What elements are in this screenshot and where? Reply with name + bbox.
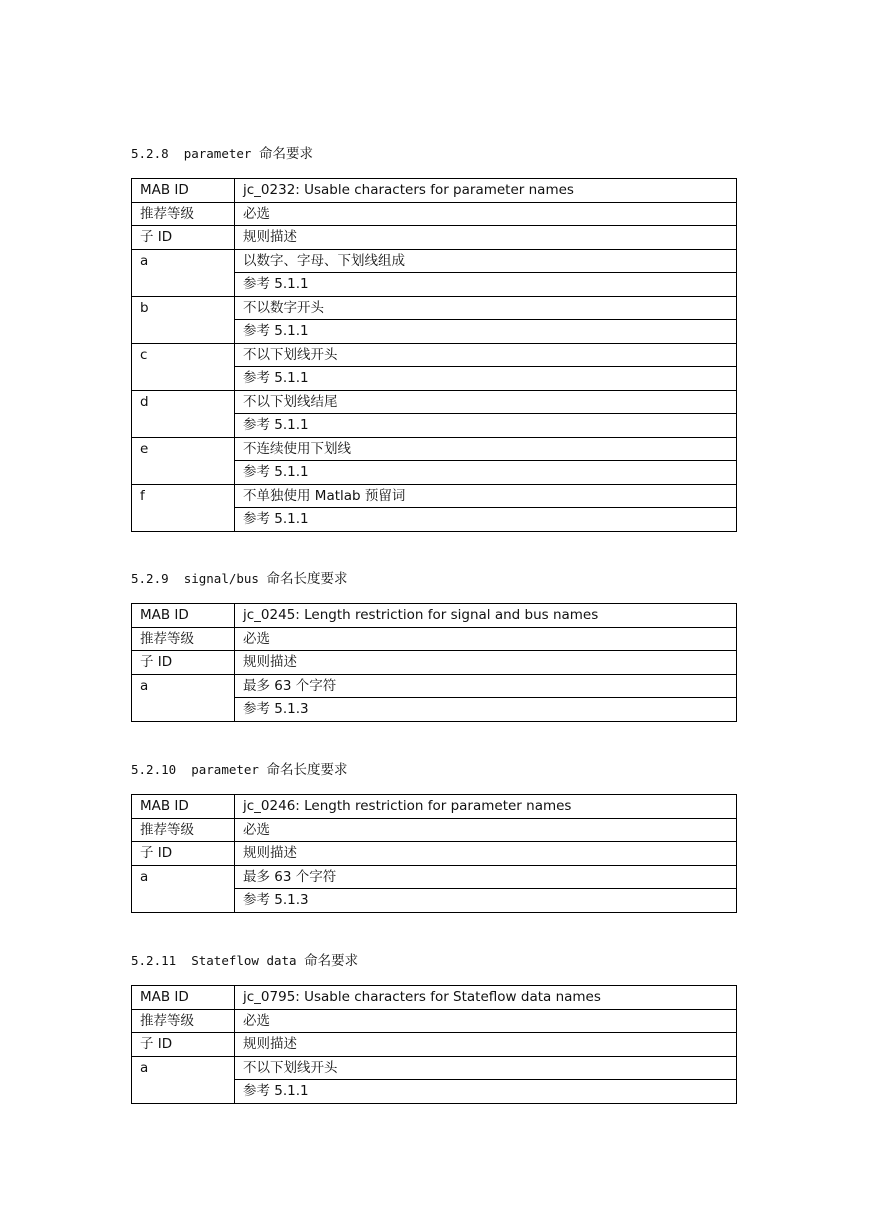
- section-code: parameter: [183, 146, 252, 161]
- sub-id-header-row: [132, 842, 737, 866]
- rule-description: 不以下划线开头: [235, 1056, 737, 1080]
- section-number: 5.2.11: [131, 953, 177, 968]
- rule-row: [132, 390, 737, 414]
- rule-row: [132, 296, 737, 320]
- sub-id-header-label: 子 ID: [132, 842, 235, 866]
- recommend-level-row: [132, 818, 737, 842]
- section-code: parameter: [191, 762, 259, 777]
- rule-row: [132, 484, 737, 508]
- mab-id-value: jc_0245: Length restriction for signal and bus names: [235, 604, 737, 628]
- rule-sub-id: a: [132, 249, 235, 296]
- mab-id-value: jc_0232: Usable characters for parameter names: [235, 179, 737, 203]
- sub-id-header-value: 规则描述: [235, 651, 737, 675]
- rule-description: 不以数字开头: [235, 296, 737, 320]
- sub-id-header-row: [132, 226, 737, 250]
- rule-reference: 参考 5.1.1: [235, 273, 737, 297]
- section-5-2-9: [131, 570, 737, 722]
- sub-id-header-label: 子 ID: [132, 226, 235, 250]
- rule-description: 不以下划线结尾: [235, 390, 737, 414]
- mab-id-row: [132, 604, 737, 628]
- recommend-level-label: 推荐等级: [132, 818, 235, 842]
- mab-id-label: MAB ID: [132, 795, 235, 819]
- recommend-level-value: 必选: [235, 818, 737, 842]
- rule-row: [132, 865, 737, 889]
- mab-id-row: [132, 795, 737, 819]
- rule-reference: 参考 5.1.3: [235, 889, 737, 913]
- section-heading: [131, 952, 737, 970]
- rule-description: 不单独使用 Matlab 预留词: [235, 484, 737, 508]
- rule-table: [131, 603, 737, 722]
- sub-id-header-value: 规则描述: [235, 226, 737, 250]
- rule-description: 不连续使用下划线: [235, 437, 737, 461]
- sub-id-header-value: 规则描述: [235, 842, 737, 866]
- rule-sub-id: c: [132, 343, 235, 390]
- mab-id-label: MAB ID: [132, 986, 235, 1010]
- rule-sub-id: f: [132, 484, 235, 531]
- rule-sub-id: b: [132, 296, 235, 343]
- rule-row: [132, 1056, 737, 1080]
- section-code: Stateflow data: [191, 953, 297, 968]
- section-heading: [131, 145, 737, 163]
- section-5-2-8: [131, 145, 737, 532]
- rule-description: 最多 63 个字符: [235, 865, 737, 889]
- section-5-2-10: [131, 761, 737, 913]
- rule-reference: 参考 5.1.1: [235, 1080, 737, 1104]
- recommend-level-value: 必选: [235, 627, 737, 651]
- recommend-level-row: [132, 202, 737, 226]
- recommend-level-label: 推荐等级: [132, 1009, 235, 1033]
- rule-reference: 参考 5.1.1: [235, 367, 737, 391]
- sub-id-header-row: [132, 651, 737, 675]
- rule-sub-id: a: [132, 1056, 235, 1103]
- section-heading: [131, 761, 737, 779]
- rule-description: 最多 63 个字符: [235, 674, 737, 698]
- recommend-level-label: 推荐等级: [132, 627, 235, 651]
- rule-table: [131, 985, 737, 1104]
- recommend-level-value: 必选: [235, 202, 737, 226]
- section-heading: [131, 570, 737, 588]
- mab-id-row: [132, 986, 737, 1010]
- rule-reference: 参考 5.1.1: [235, 414, 737, 438]
- section-number: 5.2.9: [131, 571, 169, 586]
- section-number: 5.2.8: [131, 146, 169, 161]
- sub-id-header-label: 子 ID: [132, 651, 235, 675]
- rule-reference: 参考 5.1.1: [235, 508, 737, 532]
- rule-row: [132, 674, 737, 698]
- recommend-level-label: 推荐等级: [132, 202, 235, 226]
- mab-id-value: jc_0246: Length restriction for parameter names: [235, 795, 737, 819]
- rule-table: [131, 794, 737, 913]
- mab-id-label: MAB ID: [132, 604, 235, 628]
- rule-sub-id: d: [132, 390, 235, 437]
- rule-row: [132, 249, 737, 273]
- section-number: 5.2.10: [131, 762, 177, 777]
- mab-id-row: [132, 179, 737, 203]
- mab-id-label: MAB ID: [132, 179, 235, 203]
- section-title: 命名长度要求: [266, 762, 348, 778]
- section-title: 命名要求: [258, 146, 313, 162]
- rule-description: 以数字、字母、下划线组成: [235, 249, 737, 273]
- recommend-level-value: 必选: [235, 1009, 737, 1033]
- mab-id-value: jc_0795: Usable characters for Stateflow data names: [235, 986, 737, 1010]
- rule-table: [131, 178, 737, 532]
- rule-reference: 参考 5.1.3: [235, 698, 737, 722]
- rule-row: [132, 437, 737, 461]
- sub-id-header-value: 规则描述: [235, 1033, 737, 1057]
- rule-reference: 参考 5.1.1: [235, 461, 737, 485]
- rule-sub-id: a: [132, 674, 235, 721]
- recommend-level-row: [132, 1009, 737, 1033]
- rule-row: [132, 343, 737, 367]
- section-code: signal/bus: [183, 571, 259, 586]
- rule-reference: 参考 5.1.1: [235, 320, 737, 344]
- section-title: 命名要求: [304, 953, 359, 969]
- sub-id-header-row: [132, 1033, 737, 1057]
- section-title: 命名长度要求: [266, 571, 348, 587]
- rule-description: 不以下划线开头: [235, 343, 737, 367]
- rule-sub-id: e: [132, 437, 235, 484]
- recommend-level-row: [132, 627, 737, 651]
- sub-id-header-label: 子 ID: [132, 1033, 235, 1057]
- rule-sub-id: a: [132, 865, 235, 912]
- section-5-2-11: [131, 952, 737, 1104]
